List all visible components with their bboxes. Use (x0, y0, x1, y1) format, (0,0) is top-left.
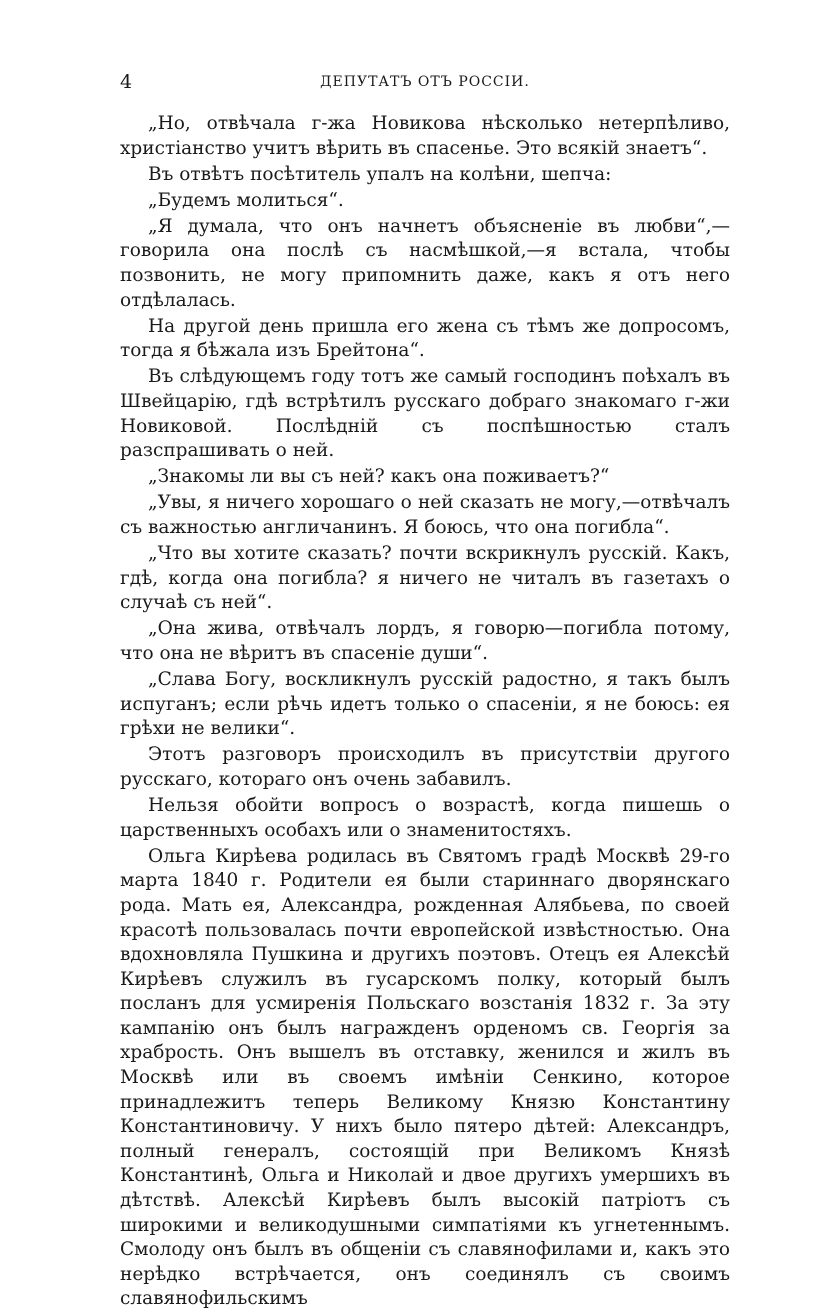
paragraph: Ольга Кирѣева родилась въ Святомъ градѣ Москвѣ 29-го марта 1840 г. Родители ея были стариннаго дворянскаго рода. Мать ея, Александра, рожденная Алябьева, по своей красотѣ пользовалась почти европейской извѣстностью. Она вдохновляла Пушкина и другихъ поэтовъ. Отецъ ея Алексѣй Кирѣевъ служилъ въ гусарскомъ полку, который былъ посланъ для усмиренія Польскаго возстанія 1832 г. За эту кампанію онъ былъ награжденъ орденомъ св. Георгія за храбрость. Онъ вышелъ въ отставку, женился и жилъ въ Москвѣ или въ своемъ имѣніи Сенкино, которое принадлежитъ теперь Великому Князю Константину Константиновичу. У нихъ было пятеро дѣтей: Александръ, полный генералъ, состоящій при Великомъ Князѣ Константинѣ, Ольга и Николай и двое другихъ умершихъ въ дѣтствѣ. Алексѣй Кирѣевъ былъ высокій патріотъ съ широкими и великодушными симпатіями къ угнетеннымъ. Смолоду онъ былъ въ общеніи съ славянофилами и, какъ это нерѣдко встрѣчается, онъ соединялъ съ своимъ славянофильскимъ (120, 845, 730, 1310)
paragraph: „Увы, я ничего хорошаго о ней сказать не могу,—отвѣчалъ съ важностью англичанинъ. Я боюсь, что она погибла“. (120, 492, 730, 538)
paragraph: „Знакомы ли вы съ ней? какъ она поживаетъ?“ (148, 466, 610, 488)
paragraph: „Слава Богу, воскликнулъ русскій радостно, я такъ былъ испуганъ; если рѣчь идетъ только о спасеніи, я не боюсь: ея грѣхи не велики“. (120, 669, 730, 740)
page-number: 4 (120, 71, 133, 93)
paragraph: Въ отвѣтъ посѣтитель упалъ на колѣни, шепча: (148, 163, 612, 185)
paragraph: Этотъ разговоръ происходилъ въ присутствіи другого русскаго, котораго онъ очень забавилъ. (120, 744, 730, 790)
paragraph: „Будемъ молиться“. (148, 189, 344, 211)
paragraph: „Но, отвѣчала г-жа Новикова нѣсколько нетерпѣливо, христіанство учитъ вѣрить въ спасенье. Это всякій знаетъ“. (120, 113, 730, 159)
page-header (120, 70, 730, 94)
paragraph: „Что вы хотите сказать? почти вскрикнулъ русскій. Какъ, гдѣ, когда она погибла? я ничего не читалъ въ газетахъ о случаѣ съ ней“. (120, 543, 730, 614)
paragraph: „Я думала, что онъ начнетъ объясненіе въ любви“,—говорила она послѣ съ насмѣшкой,—я встала, чтобы позвонить, не могу припомнить даже, какъ я отъ него отдѣлалась. (120, 215, 730, 311)
paragraph: На другой день пришла его жена съ тѣмъ же допросомъ, тогда я бѣжала изъ Брейтона“. (120, 315, 730, 362)
body-text (120, 112, 730, 1314)
paragraph: Нельзя обойти вопросъ о возрастѣ, когда пишешь о царственныхъ особахъ или о знаменитостяхъ. (120, 795, 730, 841)
running-title: ДЕПУТАТЪ ОТЪ РОССІИ. (320, 74, 530, 90)
paragraph: „Она жива, отвѣчалъ лордъ, я говорю—погибла потому, что она не вѣритъ въ спасеніе души“. (120, 618, 730, 664)
paragraph: Въ слѣдующемъ году тотъ же самый господинъ поѣхалъ въ Швейцарію, гдѣ встрѣтилъ русскаго добраго знакомаго г-жи Новиковой. Послѣдній съ поспѣшностью сталъ разспрашивать о ней. (120, 366, 730, 462)
